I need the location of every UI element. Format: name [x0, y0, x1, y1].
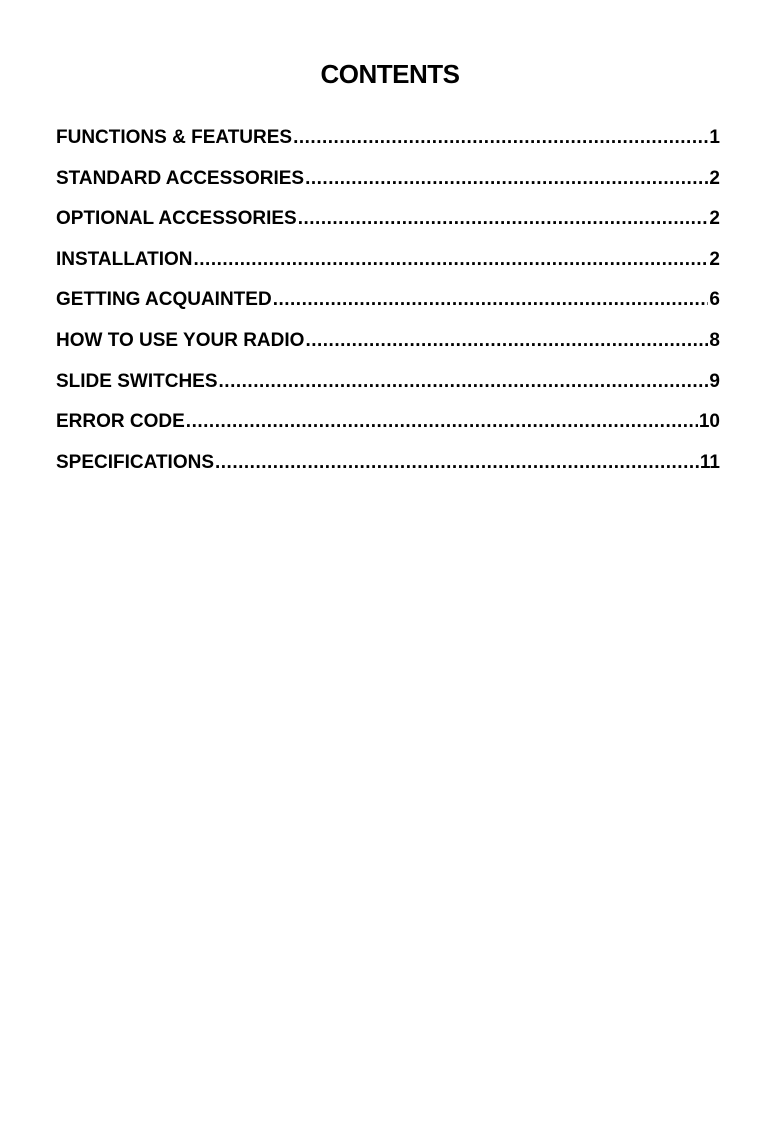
toc-dot-leader: [293, 124, 708, 152]
toc-page-number: 10: [698, 411, 720, 433]
toc-dot-leader: [273, 286, 709, 314]
toc-dot-leader: [305, 165, 708, 193]
toc-entry-label: GETTING ACQUAINTED: [56, 289, 272, 311]
toc-page-number: 11: [699, 451, 720, 473]
toc-page-number: 2: [709, 248, 720, 270]
toc-entry-label: HOW TO USE YOUR RADIO: [56, 329, 305, 351]
toc-dot-leader: [298, 205, 709, 233]
toc-dot-leader: [305, 327, 708, 355]
page-title: CONTENTS: [320, 59, 460, 89]
toc-page-number: 9: [709, 370, 720, 392]
toc-entry-getting-acquainted[interactable]: [56, 286, 720, 327]
toc-page-number: 6: [709, 289, 720, 311]
toc-dot-leader: [219, 368, 709, 396]
toc-entry-label: INSTALLATION: [56, 248, 193, 270]
toc-page-number: 2: [709, 208, 720, 230]
toc-page-number: 2: [709, 167, 720, 189]
toc-entry-label: SLIDE SWITCHES: [56, 370, 218, 392]
toc-entry-label: OPTIONAL ACCESSORIES: [56, 208, 297, 230]
toc-page-number: 1: [709, 127, 720, 148]
toc-entry-specifications[interactable]: [56, 449, 720, 490]
toc-page-number: 8: [709, 329, 720, 351]
table-of-contents: [56, 124, 720, 489]
toc-entry-label: SPECIFICATIONS: [56, 451, 214, 473]
toc-entry-standard-accessories[interactable]: [56, 165, 720, 206]
toc-entry-label: FUNCTIONS & FEATURES: [56, 127, 293, 148]
toc-entry-label: STANDARD ACCESSORIES: [56, 167, 305, 189]
toc-dot-leader: [215, 449, 699, 477]
toc-entry-label: ERROR CODE: [56, 411, 185, 433]
toc-entry-installation[interactable]: [56, 246, 720, 287]
toc-entry-functions-features[interactable]: [56, 124, 720, 165]
toc-dot-leader: [186, 408, 698, 436]
toc-dot-leader: [194, 246, 709, 274]
toc-entry-error-code[interactable]: [56, 408, 720, 449]
toc-entry-optional-accessories[interactable]: [56, 205, 720, 246]
toc-entry-slide-switches[interactable]: [56, 368, 720, 409]
toc-entry-how-to-use-your-radio[interactable]: [56, 327, 720, 368]
